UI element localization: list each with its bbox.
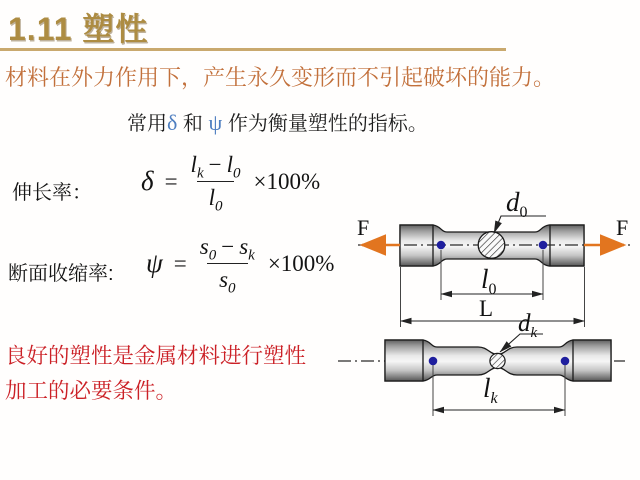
- title-underline: [0, 48, 506, 51]
- indicator-conj: 和: [177, 113, 209, 135]
- plasticity-note: [5, 339, 306, 409]
- indicator-suffix: 作为衡量塑性的指标。: [222, 113, 428, 135]
- subscript: 0: [232, 165, 241, 182]
- note-line-2: 加工的必要条件。: [5, 379, 178, 403]
- denominator: [207, 263, 247, 297]
- delta-symbol: δ: [167, 110, 178, 135]
- gauge-dot: [561, 357, 570, 366]
- subscript: 0: [228, 280, 236, 297]
- var: l: [190, 152, 197, 177]
- elongation-label: 伸长率：: [12, 182, 92, 204]
- indicator-prefix: 常用: [127, 113, 167, 135]
- tensile-specimen-diagram: [330, 150, 640, 440]
- neck-cross-section-dk: [490, 353, 505, 368]
- lk-label: $l_k$: [483, 373, 498, 407]
- cross-section-d0: [478, 232, 505, 259]
- minus-sign: −: [221, 234, 235, 259]
- gauge-dot: [429, 357, 438, 366]
- l0-label: $l_0$: [481, 264, 497, 298]
- equals-sign: =: [164, 168, 178, 194]
- psi-symbol: ψ: [208, 110, 223, 135]
- numerator: [185, 152, 247, 181]
- grip-left: [385, 340, 423, 381]
- var: s: [199, 234, 209, 259]
- force-label-left: F: [357, 215, 370, 240]
- fraction: [185, 152, 247, 215]
- gauge-dot: [539, 241, 548, 250]
- L-label: L: [479, 296, 494, 321]
- denominator: [197, 181, 235, 215]
- fraction: [194, 234, 261, 297]
- minus-sign: −: [208, 152, 222, 177]
- subscript: 0: [214, 198, 223, 215]
- percent-multiplier: ×100%: [267, 250, 335, 276]
- gauge-dot: [437, 241, 446, 250]
- subscript: k: [248, 247, 255, 264]
- var: l: [208, 185, 215, 210]
- definition-text: 材料在外力作用下，产生永久变形而不引起破坏的能力。: [5, 65, 556, 90]
- subscript: 0: [208, 247, 217, 264]
- var: l: [226, 152, 233, 177]
- var: s: [239, 234, 249, 259]
- slide-title: 1.11 塑性: [8, 11, 149, 47]
- elongation-formula: [141, 152, 321, 215]
- indicator-sentence: [127, 107, 428, 136]
- note-line-1: 良好的塑性是金属材料进行塑性: [5, 344, 307, 368]
- specimen-original: [357, 187, 630, 327]
- numerator: [194, 234, 261, 263]
- var: s: [219, 267, 229, 292]
- equals-sign: =: [173, 250, 187, 276]
- grip-right: [573, 340, 611, 381]
- subscript: k: [196, 165, 204, 182]
- dk-label: $d_k$: [518, 310, 538, 341]
- force-label-right: F: [616, 215, 629, 240]
- formula-delta: δ: [141, 166, 154, 196]
- specimen-after-fracture: [338, 310, 625, 416]
- reduction-label: 断面收缩率:: [8, 263, 114, 285]
- percent-multiplier: ×100%: [253, 168, 321, 194]
- formula-psi: ψ: [146, 248, 163, 278]
- reduction-formula: [146, 234, 335, 297]
- d0-label: $d_0$: [506, 187, 528, 221]
